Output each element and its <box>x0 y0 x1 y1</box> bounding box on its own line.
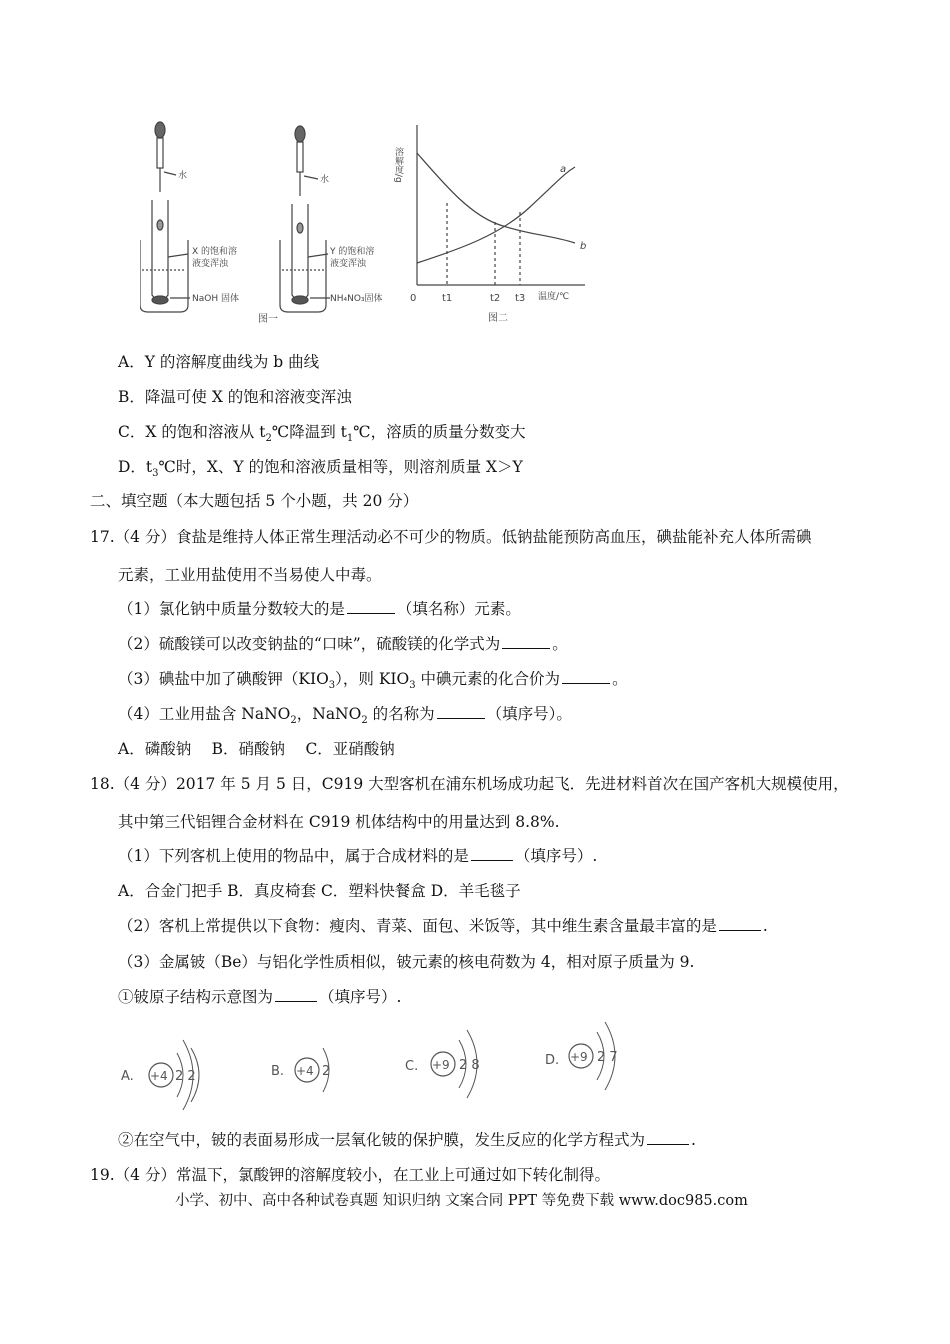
nucleus-charge: +4 <box>150 1069 168 1083</box>
q17-stem-line1: 17.（4 分）食盐是维持人体正常生理活动必不可少的物质。低钠盐能预防高血压，碘盐能补充人体所需碘 <box>90 528 812 546</box>
q16-option-b: B．降温可使 X 的饱和溶液变浑浊 <box>118 388 352 406</box>
q18-subquestion1 <box>118 987 401 1007</box>
answer-blank[interactable] <box>347 599 395 614</box>
text-span: D．t <box>118 458 153 476</box>
answer-blank[interactable] <box>471 846 513 861</box>
q16-option-c <box>118 422 526 449</box>
y-solution-label-line1: Y 的饱和溶 <box>330 247 375 257</box>
atom-letter: A. <box>121 1069 134 1084</box>
atom-diagram-c <box>405 1030 480 1098</box>
test-tube-left <box>152 200 168 301</box>
q19-stem: 19.（4 分）常温下，氯酸钾的溶解度较小，在工业上可通过如下转化制得。 <box>90 1166 610 1184</box>
figure-two-caption: 图二 <box>488 313 508 324</box>
text-span: . <box>691 1131 696 1149</box>
t3-label: t3 <box>515 293 526 304</box>
subscript: 1 <box>346 433 354 445</box>
q18-part3: （3）金属铍（Be）与铝化学性质相似，铍元素的核电荷数为 4，相对原子质量为 9. <box>118 953 695 971</box>
subscript: 2 <box>265 433 272 445</box>
q18-part1-options: A．合金门把手 B．真皮椅套 C．塑料快餐盒 D．羊毛毯子 <box>118 882 521 900</box>
subscript: 3 <box>152 468 159 480</box>
text-span: （1）氯化钠中质量分数较大的是 <box>118 600 345 618</box>
text-span: （1）下列客机上使用的物品中，属于合成材料的是 <box>118 847 469 865</box>
answer-blank[interactable] <box>275 987 317 1002</box>
text-span: ℃时，X、Y 的饱和溶液质量相等，则溶剂质量 X＞Y <box>158 458 523 476</box>
t1-label: t1 <box>442 293 453 304</box>
dropper-left <box>155 122 165 192</box>
text-span: 的名称为 <box>367 705 435 723</box>
text-span: （填序号）. <box>319 988 402 1006</box>
page-footer: 小学、初中、高中各种试卷真题 知识归纳 文案合同 PPT 等免费下载 www.doc985.com <box>175 1193 748 1209</box>
q17-options: A．磷酸钠 B．硝酸钠 C．亚硝酸钠 <box>118 740 395 758</box>
text-span: 。 <box>552 635 568 653</box>
figure-one-caption: 图一 <box>258 314 278 325</box>
text-span: ℃降温到 t <box>271 423 347 441</box>
text-span: （2）硫酸镁可以改变钠盐的“口味”，硫酸镁的化学式为 <box>118 635 501 653</box>
electron-shells: 2 <box>322 1064 331 1079</box>
answer-blank[interactable] <box>647 1130 689 1145</box>
subscript: 3 <box>409 680 416 692</box>
x-solution-label-line2: 液变浑浊 <box>192 259 229 269</box>
atom-diagram-b <box>271 1048 330 1092</box>
t2-label: t2 <box>490 293 501 304</box>
subscript: 3 <box>328 680 336 692</box>
curve-b <box>417 153 575 243</box>
q16-option-d <box>118 457 523 484</box>
subscript: 2 <box>361 715 368 727</box>
q16-option-a: A．Y 的溶解度曲线为 b 曲线 <box>118 353 320 371</box>
q18-stem-line1: 18.（4 分）2017 年 5 月 5 日，C919 大型客机在浦东机场成功起飞．先进材料首次在国产客机大规模使用， <box>90 775 849 793</box>
text-span: ，NaNO <box>296 705 362 723</box>
q17-stem-line2: 元素，工业用盐使用不当易使人中毒。 <box>118 566 382 584</box>
q18-part2 <box>118 916 768 936</box>
origin-label: 0 <box>410 293 417 304</box>
nh4no3-solid-label: NH₄NO₃固体 <box>330 294 383 304</box>
electron-shells: 2 8 <box>459 1058 480 1073</box>
answer-blank[interactable] <box>502 634 550 649</box>
q17-part2 <box>118 634 568 654</box>
water-label-left: 水 <box>178 171 188 181</box>
curve-b-label: b <box>580 241 587 252</box>
q17-part1 <box>118 599 521 619</box>
q18-part1 <box>118 846 597 866</box>
test-tube-right <box>292 204 308 301</box>
q17-part3 <box>118 669 628 696</box>
section-two-heading: 二、填空题（本大题包括 5 个小题，共 20 分） <box>90 492 419 510</box>
curve-a <box>417 167 575 263</box>
text-span: 。 <box>612 670 628 688</box>
electron-shells: 2 7 <box>597 1050 618 1065</box>
answer-blank[interactable] <box>562 669 610 684</box>
q17-part4 <box>118 704 572 731</box>
text-span: ①铍原子结构示意图为 <box>118 988 274 1006</box>
text-span: （填名称）元素。 <box>396 600 521 618</box>
text-span: C．X 的饱和溶液从 t <box>118 423 266 441</box>
x-solution-label-line1: X 的饱和溶 <box>192 247 238 257</box>
atom-letter: B. <box>271 1064 285 1079</box>
answer-blank[interactable] <box>719 916 761 931</box>
text-span: ℃，溶质的质量分数变大 <box>353 423 526 441</box>
y-axis-label: 溶解度/g <box>393 147 403 183</box>
nucleus-charge: +9 <box>570 1050 588 1064</box>
q18-stem-line2: 其中第三代铝锂合金材料在 C919 机体结构中的用量达到 8.8%. <box>118 813 560 831</box>
text-span: 中碘元素的化合价为 <box>415 670 561 688</box>
text-span: （4）工业用盐含 NaNO <box>118 705 291 723</box>
nucleus-charge: +9 <box>432 1058 450 1072</box>
text-span: （填序号）。 <box>486 705 572 723</box>
text-span: （3）碘盐中加了碘酸钾（KIO <box>118 670 329 688</box>
atom-letter: C. <box>405 1059 419 1074</box>
naoh-solid-label: NaOH 固体 <box>192 294 239 304</box>
subscript: 2 <box>290 715 297 727</box>
nucleus-charge: +4 <box>296 1064 314 1078</box>
text-span: . <box>762 917 768 935</box>
q18-subquestion2 <box>118 1130 696 1150</box>
text-span: ②在空气中，铍的表面易形成一层氧化铍的保护膜，发生反应的化学方程式为 <box>118 1131 646 1149</box>
x-axis-label: 温度/℃ <box>538 292 570 302</box>
atom-letter: D. <box>545 1053 560 1068</box>
electron-shells: 2 2 <box>175 1069 196 1084</box>
y-solution-label-line2: 液变浑浊 <box>330 259 367 269</box>
atom-diagram-d <box>545 1022 618 1090</box>
figure-two-solubility-graph <box>390 125 590 325</box>
dropper-right <box>295 126 305 196</box>
water-label-right: 水 <box>320 175 330 185</box>
atom-diagrams <box>115 1018 635 1114</box>
figure-one-apparatus <box>140 120 400 325</box>
text-span: （2）客机上常提供以下食物：瘦肉、青菜、面包、米饭等，其中维生素含量最丰富的是 <box>118 917 717 935</box>
text-span: ），则 KIO <box>335 670 410 688</box>
text-span: （填序号）. <box>514 847 598 865</box>
atom-diagram-a <box>121 1040 199 1110</box>
answer-blank[interactable] <box>437 704 485 719</box>
curve-a-label: a <box>560 164 567 175</box>
